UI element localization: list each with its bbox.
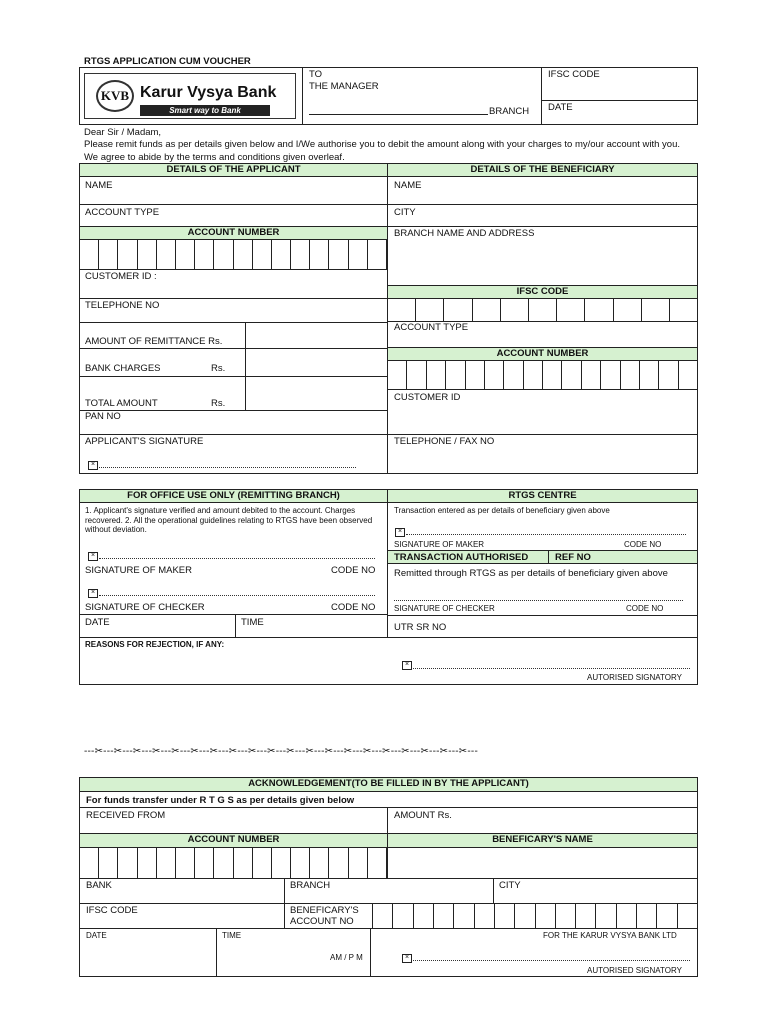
bank-charges-rs: Rs. bbox=[211, 363, 226, 374]
applicant-signature-line[interactable] bbox=[99, 467, 356, 468]
ref-no-label: REF NO bbox=[555, 552, 591, 563]
ack-ifsc-label: IFSC CODE bbox=[86, 905, 138, 916]
beneficiary-city-label: CITY bbox=[394, 207, 416, 218]
ack-account-number-boxes[interactable] bbox=[79, 847, 387, 878]
applicant-name-label: NAME bbox=[85, 180, 113, 191]
office-time-label: TIME bbox=[241, 617, 264, 628]
ack-account-number-heading: ACCOUNT NUMBER bbox=[79, 833, 388, 848]
utr-label: UTR SR NO bbox=[394, 622, 447, 633]
ack-authorised-mark-icon: × bbox=[402, 954, 412, 963]
checker-code-label: CODE NO bbox=[331, 602, 376, 613]
received-from-label: RECEIVED FROM bbox=[86, 810, 166, 821]
beneficiary-heading: DETAILS OF THE BENEFICIARY bbox=[387, 163, 698, 177]
authorised-signature-line[interactable] bbox=[413, 668, 690, 669]
rtgs-maker-mark-icon: × bbox=[395, 528, 405, 537]
entered-label: Transaction entered as per details of beneficiary given above bbox=[394, 506, 610, 515]
applicant-account-type-label: ACCOUNT TYPE bbox=[85, 207, 160, 218]
applicant-heading: DETAILS OF THE APPLICANT bbox=[79, 163, 388, 177]
ack-authorised-signature-line[interactable] bbox=[413, 960, 690, 961]
intro-line1: Please remit funds as per details given below and I/We authorise you to debit the amount along with your charges to my/our account with you. bbox=[84, 139, 681, 150]
office-note: 1. Applicant's signature verified and amount debited to the account. Charges recovered. 2. All the operational guidelines relating to RTGS have been observed without deviation. bbox=[85, 506, 373, 534]
rtgs-maker-label: SIGNATURE OF MAKER bbox=[394, 540, 485, 549]
branch-label: BRANCH bbox=[489, 106, 530, 117]
cut-line: ---✂---✂---✂---✂---✂---✂---✂---✂---✂---✂---✂---✂---✂---✂---✂---✂---✂---✂---✂---✂--- bbox=[84, 746, 478, 757]
bank-name: Karur Vysya Bank bbox=[140, 84, 277, 101]
to-label: TO bbox=[309, 69, 323, 80]
rtgs-maker-code-label: CODE NO bbox=[624, 540, 662, 549]
rtgs-maker-signature-line[interactable] bbox=[406, 534, 686, 535]
telephone-label: TELEPHONE NO bbox=[85, 300, 160, 311]
beneficiary-account-type-label: ACCOUNT TYPE bbox=[394, 322, 469, 333]
greeting: Dear Sir / Madam, bbox=[84, 127, 162, 138]
beneficiary-ifsc-boxes[interactable] bbox=[387, 298, 698, 322]
beneficiary-branch-label: BRANCH NAME AND ADDRESS bbox=[394, 228, 535, 239]
office-use-heading: FOR OFFICE USE ONLY (REMITTING BRANCH) bbox=[79, 489, 388, 503]
applicant-signature-label: APPLICANT'S SIGNATURE bbox=[85, 436, 204, 447]
kvb-emblem: KVB bbox=[96, 80, 134, 112]
amount-label: AMOUNT OF REMITTANCE Rs. bbox=[85, 336, 223, 347]
rtgs-checker-signature-line[interactable] bbox=[394, 600, 683, 601]
intro-line2: We agree to abide by the terms and conditions given overleaf. bbox=[84, 152, 345, 163]
beneficiary-ifsc-heading: IFSC CODE bbox=[387, 285, 698, 299]
ack-authorised-signatory-label: AUTORISED SIGNATORY bbox=[587, 966, 682, 975]
total-amount-rs: Rs. bbox=[211, 398, 226, 409]
am-pm-label: AM / P M bbox=[330, 953, 363, 962]
applicant-account-number-boxes[interactable] bbox=[79, 239, 387, 270]
beneficiary-name-label: NAME bbox=[394, 180, 422, 191]
ack-city-label: CITY bbox=[499, 880, 521, 891]
beneficiary-account-number-boxes[interactable] bbox=[387, 360, 698, 390]
authorised-mark-icon: × bbox=[402, 661, 412, 670]
customer-id-label: CUSTOMER ID : bbox=[85, 271, 157, 282]
bank-charges-label: BANK CHARGES bbox=[85, 363, 161, 374]
rejection-label: REASONS FOR REJECTION, IF ANY: bbox=[85, 640, 225, 649]
ack-beneficiary-account-boxes[interactable] bbox=[372, 903, 698, 928]
ifsc-label: IFSC CODE bbox=[548, 69, 600, 80]
ack-date-label: DATE bbox=[86, 931, 107, 940]
ack-branch-label: BRANCH bbox=[290, 880, 331, 891]
date-label: DATE bbox=[548, 102, 573, 113]
beneficiary-account-number-heading: ACCOUNT NUMBER bbox=[387, 347, 698, 361]
pan-label: PAN NO bbox=[85, 411, 121, 422]
rtgs-checker-code-label: CODE NO bbox=[626, 604, 664, 613]
bank-logo bbox=[82, 70, 296, 122]
manager-label: THE MANAGER bbox=[309, 81, 379, 92]
rtgs-checker-label: SIGNATURE OF CHECKER bbox=[394, 604, 495, 613]
ack-heading: ACKNOWLEDGEMENT(TO BE FILLED IN BY THE APPLICANT) bbox=[79, 777, 698, 792]
office-date-label: DATE bbox=[85, 617, 110, 628]
maker-code-label: CODE NO bbox=[331, 565, 376, 576]
checker-signature-label: SIGNATURE OF CHECKER bbox=[85, 602, 205, 613]
checker-mark-icon: × bbox=[88, 589, 98, 598]
beneficiary-telephone-label: TELEPHONE / FAX NO bbox=[394, 436, 495, 447]
signature-mark-icon: × bbox=[88, 461, 98, 470]
for-bank-label: FOR THE KARUR VYSYA BANK LTD bbox=[543, 931, 677, 940]
ack-bank-label: BANK bbox=[86, 880, 112, 891]
maker-signature-label: SIGNATURE OF MAKER bbox=[85, 565, 192, 576]
ack-beneficiary-account-label: BENEFICARY'S ACCOUNT NO bbox=[290, 905, 359, 927]
authorised-signatory-label: AUTORISED SIGNATORY bbox=[587, 673, 682, 682]
bank-tagline: Smart way to Bank bbox=[140, 105, 270, 116]
ack-beneficiary-name-heading: BENEFICARY'S NAME bbox=[387, 833, 698, 848]
maker-signature-line[interactable] bbox=[99, 558, 375, 559]
applicant-account-number-heading: ACCOUNT NUMBER bbox=[79, 226, 388, 240]
ack-time-label: TIME bbox=[222, 931, 242, 940]
ack-subheading: For funds transfer under R T G S as per details given below bbox=[86, 795, 355, 806]
remitted-label: Remitted through RTGS as per details of beneficiary given above bbox=[394, 568, 668, 579]
total-amount-label: TOTAL AMOUNT bbox=[85, 398, 158, 409]
rtgs-centre-heading: RTGS CENTRE bbox=[387, 489, 698, 503]
transaction-authorised-label: TRANSACTION AUTHORISED bbox=[394, 552, 529, 563]
checker-signature-line[interactable] bbox=[99, 595, 375, 596]
form-title: RTGS APPLICATION CUM VOUCHER bbox=[84, 56, 251, 67]
maker-mark-icon: × bbox=[88, 552, 98, 561]
ack-amount-label: AMOUNT Rs. bbox=[394, 810, 452, 821]
beneficiary-customer-id-label: CUSTOMER ID bbox=[394, 392, 461, 403]
